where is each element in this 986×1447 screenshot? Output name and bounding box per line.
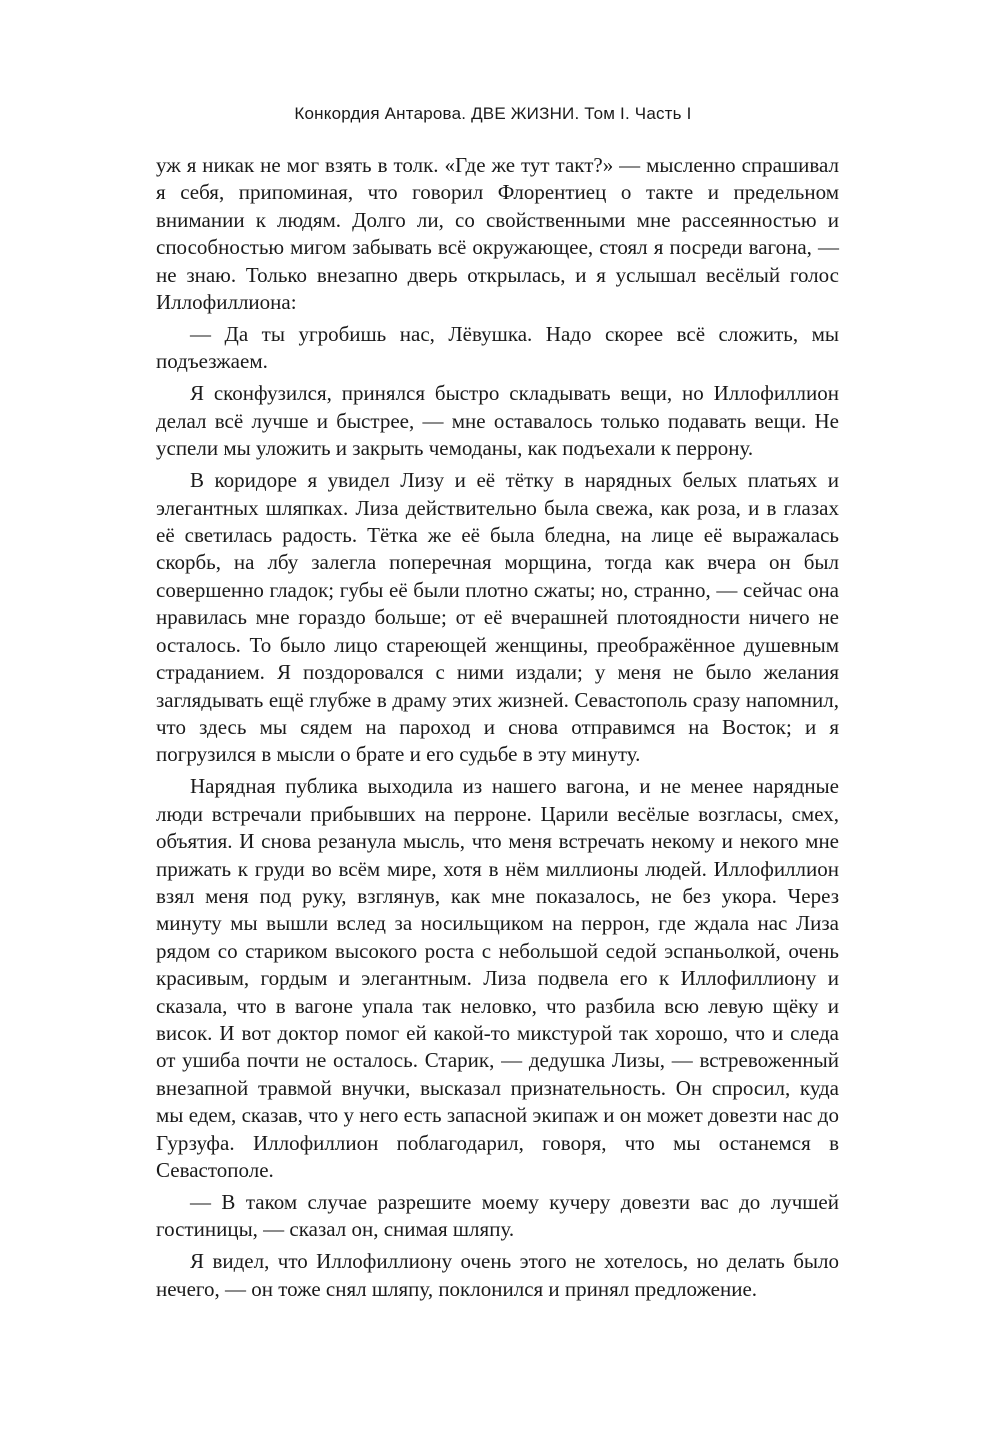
body-text <box>156 152 839 1303</box>
paragraph: уж я никак не мог взять в толк. «Где же тут такт?» — мысленно спрашивал я себя, припоминая, что говорил Флорентиец о такте и предельном внимании к людям. Долго ли, со свойственными мне рассеянностью и способностью мигом забывать всё окружающее, стоял я посреди вагона, — не знаю. Только внезапно дверь открылась, и я услышал весёлый голос Иллофиллиона: <box>156 153 839 315</box>
paragraph: Я видел, что Иллофиллиону очень этого не хотелось, но делать было нечего, — он тоже снял шляпу, поклонился и принял предложение. <box>156 1249 839 1301</box>
paragraph: — В таком случае разрешите моему кучеру довезти вас до лучшей гостиницы, — сказал он, снимая шляпу. <box>156 1190 839 1242</box>
paragraph: — Да ты угробишь нас, Лёвушка. Надо скорее всё сложить, мы подъезжаем. <box>156 322 839 374</box>
paragraph: Нарядная публика выходила из нашего вагона, и не менее нарядные люди встречали прибывших на перроне. Царили весёлые возгласы, смех, объятия. И снова резанула мысль, что меня встречать некому и некого мне прижать к груди во всём мире, хотя в нём миллионы людей. Иллофиллион взял меня под руку, взглянув, как мне показалось, не без укора. Через минуту мы вышли вслед за носильщиком на перрон, где ждала нас Лиза рядом со стариком высокого роста с небольшой седой эспаньолкой, очень красивым, гордым и элегантным. Лиза подвела его к Иллофиллиону и сказала, что в вагоне упала так неловко, что разбила всю левую щёку и висок. И вот доктор помог ей какой-то микстурой так хорошо, что и следа от ушиба почти не осталось. Старик, — дедушка Лизы, — встревоженный внезапной травмой внучки, высказал признательность. Он спросил, куда мы едем, сказав, что у него есть запасной экипаж и он может довезти нас до Гурзуфа. Иллофиллион поблагодарил, говоря, что мы останемся в Севастополе. <box>156 774 839 1182</box>
paragraph: В коридоре я увидел Лизу и её тётку в нарядных белых платьях и элегантных шляпках. Лиза действительно была свежа, как роза, и в глазах её светилась радость. Тётка же её была бледна, на лице её выражалась скорбь, на лбу залегла поперечная морщина, тогда как вчера он был совершенно гладок; губы её были плотно сжаты; но, странно, — сейчас она нравилась мне гораздо больше; от её вчерашней плотоядности ничего не осталось. То было лицо стареющей женщины, преображённое душевным страданием. Я поздоровался с ними издали; у меня не было желания заглядывать ещё глубже в драму этих жизней. Севастополь сразу напомнил, что здесь мы сядем на пароход и снова отправимся на Восток; и я погрузился в мысли о брате и его судьбе в эту минуту. <box>156 468 839 767</box>
paragraph: Я сконфузился, принялся быстро складывать вещи, но Иллофиллион делал всё лучше и быстрее, — мне оставалось только подавать вещи. Не успели мы уложить и закрыть чемоданы, как подъехали к перрону. <box>156 381 839 461</box>
running-header: Конкордия Антарова. ДВЕ ЖИЗНИ. Том I. Часть I <box>294 104 692 123</box>
